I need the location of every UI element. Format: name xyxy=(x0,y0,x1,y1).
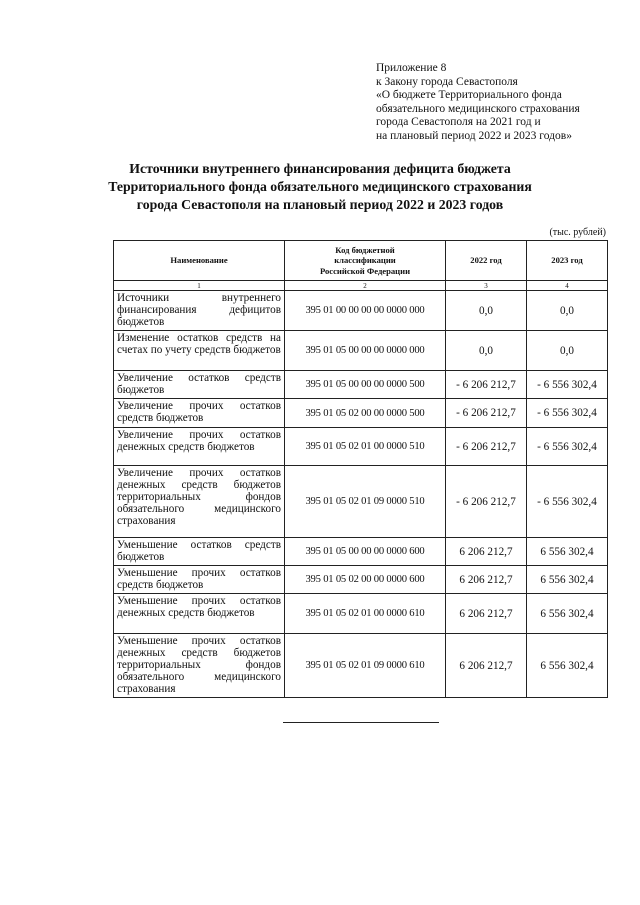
row-value-2023: - 6 556 302,4 xyxy=(527,399,608,428)
header-code-line: Российской Федерации xyxy=(319,265,411,276)
row-name: Уменьшение прочих остатков средств бюджетов xyxy=(114,566,285,594)
closing-rule xyxy=(283,722,439,723)
row-value-2022: - 6 206 212,7 xyxy=(446,466,527,538)
header-2022: 2022 год xyxy=(446,241,527,281)
row-name: Увеличение остатков средств бюджетов xyxy=(114,371,285,399)
header-2023: 2023 год xyxy=(527,241,608,281)
row-code: 395 01 05 02 00 00 0000 600 xyxy=(285,566,446,594)
row-value-2023: 6 556 302,4 xyxy=(527,566,608,594)
row-value-2023: - 6 556 302,4 xyxy=(527,371,608,399)
row-value-2022: - 6 206 212,7 xyxy=(446,371,527,399)
title-line: города Севастополя на плановый период 2022 и 2023 годов xyxy=(136,197,504,212)
annex-header xyxy=(376,62,580,144)
document-title xyxy=(0,160,640,214)
table-row xyxy=(114,566,608,594)
row-value-2023: 6 556 302,4 xyxy=(527,594,608,634)
row-value-2023: 0,0 xyxy=(527,291,608,331)
row-code: 395 01 05 02 00 00 0000 500 xyxy=(285,399,446,428)
row-value-2023: 6 556 302,4 xyxy=(527,538,608,566)
table-row xyxy=(114,428,608,466)
column-number: 1 xyxy=(114,281,285,291)
header-row xyxy=(114,241,608,281)
row-name: Увеличение прочих остатков средств бюджетов xyxy=(114,399,285,428)
row-code: 395 01 05 00 00 00 0000 600 xyxy=(285,538,446,566)
row-value-2023: 0,0 xyxy=(527,331,608,371)
annex-line: города Севастополя на 2021 год и xyxy=(376,116,541,129)
row-name: Уменьшение прочих остатков денежных средств бюджетов территориальных фондов обязательного медицинского страхования xyxy=(114,634,285,698)
table-row xyxy=(114,399,608,428)
column-number: 3 xyxy=(446,281,527,291)
table-row xyxy=(114,634,608,698)
row-value-2022: 0,0 xyxy=(446,291,527,331)
annex-line: обязательного медицинского страхования xyxy=(376,102,580,115)
header-code xyxy=(285,241,446,281)
table-row xyxy=(114,331,608,371)
row-value-2022: 6 206 212,7 xyxy=(446,594,527,634)
title-line: Источники внутреннего финансирования дефицита бюджета xyxy=(129,161,511,176)
table-row xyxy=(114,538,608,566)
row-value-2022: - 6 206 212,7 xyxy=(446,428,527,466)
column-number-row xyxy=(114,281,608,291)
header-code-line: классификации xyxy=(334,255,396,266)
table-row xyxy=(114,291,608,331)
row-code: 395 01 05 00 00 00 0000 000 xyxy=(285,331,446,371)
row-code: 395 01 05 02 01 09 0000 510 xyxy=(285,466,446,538)
column-number: 4 xyxy=(527,281,608,291)
row-code: 395 01 05 02 01 09 0000 610 xyxy=(285,634,446,698)
annex-line: на плановый период 2022 и 2023 годов» xyxy=(376,129,572,142)
row-code: 395 01 05 02 01 00 0000 610 xyxy=(285,594,446,634)
annex-line: «О бюджете Территориального фонда xyxy=(376,89,562,102)
row-value-2022: 6 206 212,7 xyxy=(446,634,527,698)
row-value-2022: - 6 206 212,7 xyxy=(446,399,527,428)
row-name: Увеличение прочих остатков денежных средств бюджетов территориальных фондов обязательного медицинского страхования xyxy=(114,466,285,538)
row-value-2023: 6 556 302,4 xyxy=(527,634,608,698)
row-value-2022: 0,0 xyxy=(446,331,527,371)
row-name: Уменьшение прочих остатков денежных средств бюджетов xyxy=(114,594,285,634)
sources-table xyxy=(113,240,608,698)
table-row xyxy=(114,466,608,538)
units-label: (тыс. рублей) xyxy=(549,227,606,238)
title-line: Территориального фонда обязательного медицинского страхования xyxy=(108,179,532,194)
column-number: 2 xyxy=(285,281,446,291)
header-code-line: Код бюджетной xyxy=(335,244,395,255)
row-name: Изменение остатков средств на счетах по учету средств бюджетов xyxy=(114,331,285,371)
row-value-2022: 6 206 212,7 xyxy=(446,538,527,566)
row-code: 395 01 00 00 00 00 0000 000 xyxy=(285,291,446,331)
annex-line: к Закону города Севастополя xyxy=(376,75,518,88)
header-name: Наименование xyxy=(114,241,285,281)
row-name: Уменьшение остатков средств бюджетов xyxy=(114,538,285,566)
row-name: Увеличение прочих остатков денежных средств бюджетов xyxy=(114,428,285,466)
annex-line: Приложение 8 xyxy=(376,62,447,74)
row-name: Источники внутреннего финансирования дефицитов бюджетов xyxy=(114,291,285,331)
row-value-2023: - 6 556 302,4 xyxy=(527,428,608,466)
row-code: 395 01 05 02 01 00 0000 510 xyxy=(285,428,446,466)
table-row xyxy=(114,371,608,399)
row-code: 395 01 05 00 00 00 0000 500 xyxy=(285,371,446,399)
row-value-2023: - 6 556 302,4 xyxy=(527,466,608,538)
table-row xyxy=(114,594,608,634)
row-value-2022: 6 206 212,7 xyxy=(446,566,527,594)
